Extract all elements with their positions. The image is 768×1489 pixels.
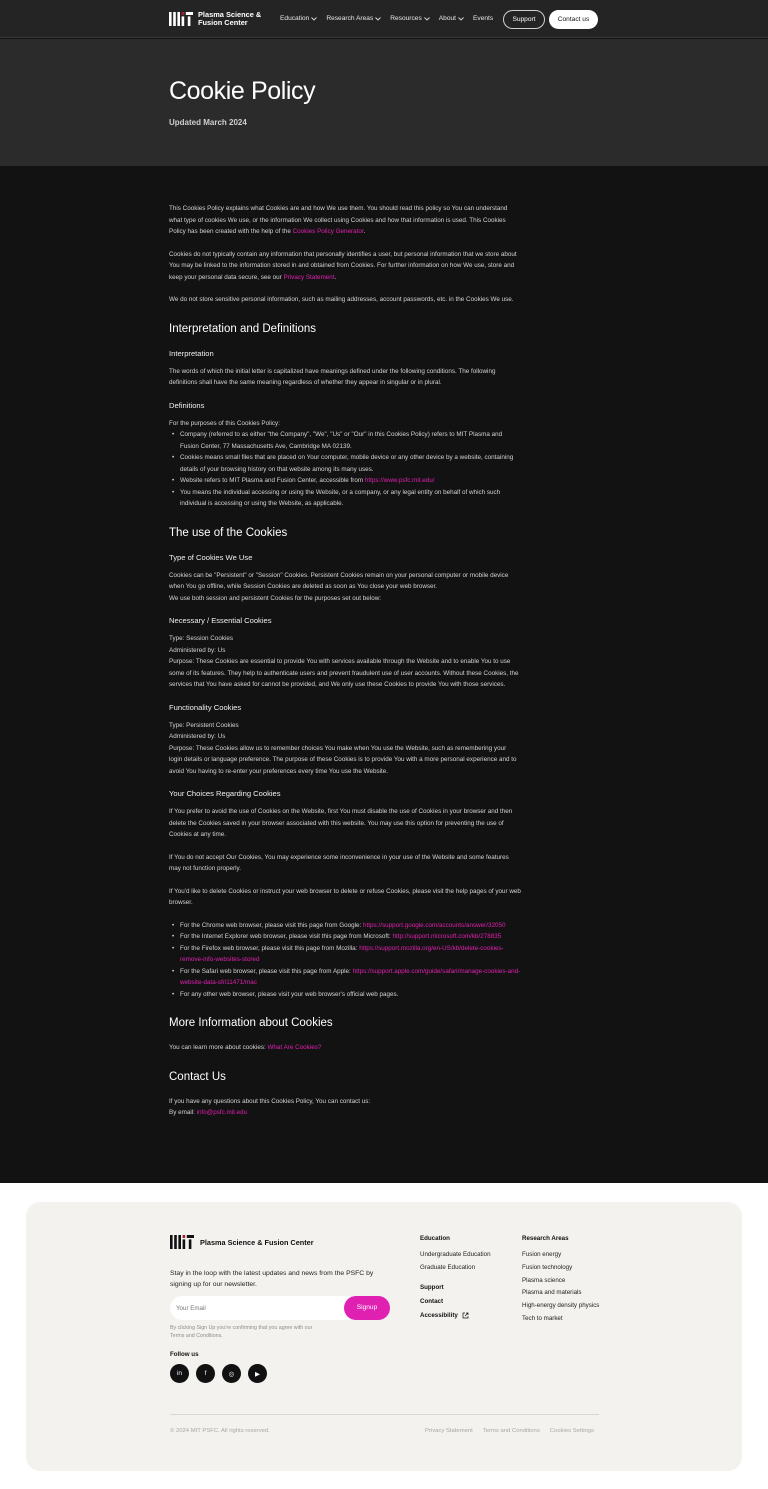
- footer-link-tech-to-market[interactable]: Tech to market: [522, 1314, 563, 1322]
- legal-links: [425, 1428, 594, 1434]
- chrome-help-link[interactable]: https://support.google.com/accounts/answer/32050: [363, 921, 506, 929]
- footer-logo-text: Plasma Science & Fusion Center: [200, 1237, 314, 1247]
- list-item: [169, 931, 521, 943]
- more-info-prefix: You can learn more about cookies:: [169, 1044, 268, 1051]
- nav-events[interactable]: [473, 15, 493, 22]
- accessibility-label: Accessibility: [420, 1312, 458, 1319]
- intro-paragraph-1: This Cookies Policy explains what Cookies are and how We use them. You should read this policy so You can understand what type of cookies We use, or the information We collect using Cookies and how that information is used. This Cookies Policy has been created with the help of the Cookies Policy Generator.: [169, 205, 508, 235]
- footer-col-research: [522, 1235, 599, 1326]
- footer-col-education: [420, 1235, 491, 1275]
- contact-us-button[interactable]: Contact us: [549, 10, 598, 29]
- types-text-1: Cookies can be "Persistent" or "Session" Cookies. Persistent Cookies remain on your personal computer or mobile device when You go offline, while Session Cookies are deleted as soon as You close your web browser.: [169, 571, 509, 590]
- policy-content: [169, 203, 521, 1130]
- social-links: [170, 1364, 274, 1383]
- mit-logo-icon: [170, 1235, 194, 1249]
- ie-help-link[interactable]: http://support.microsoft.com/kb/278835: [392, 933, 502, 940]
- functionality-admin: Administered by: Us: [169, 733, 226, 740]
- chrome-text: For the Chrome web browser, please visit this page from Google:: [180, 921, 364, 929]
- signup-terms-note: By clicking Sign Up you're confirming that you agree with our Terms and Conditions.: [170, 1325, 313, 1339]
- heading-contact: Contact Us: [169, 1070, 226, 1083]
- heading-functionality: Functionality Cookies: [169, 702, 242, 712]
- footer-research-heading[interactable]: Research Areas: [522, 1235, 569, 1242]
- nav-education[interactable]: [280, 15, 317, 22]
- choices-text-2: If You do not accept Our Cookies, You may experience some inconvenience in your use of the Website and some features may not function properly.: [169, 853, 509, 872]
- choices-text-1: If You prefer to avoid the use of Cookies on the Website, first You must disable the use of Cookies in your browser and then delete the Cookies saved in your browser associated with this website. You may use this option for preventing the use of Cookies at any time.: [169, 808, 513, 838]
- heading-interpretation-definitions: Interpretation and Definitions: [169, 322, 317, 335]
- main-nav: [280, 15, 502, 22]
- safari-help-link[interactable]: https://support.apple.com/guide/safari/manage-cookies-and-website-data-sfri11471/mac: [180, 967, 521, 986]
- footer-logo[interactable]: [170, 1235, 314, 1249]
- cookies-policy-generator-link[interactable]: Cookies Policy Generator: [292, 228, 364, 235]
- intro-paragraph-3: We do not store sensitive personal information, such as mailing addresses, account passwords, etc. in the Cookies We use.: [169, 296, 514, 303]
- nav-resources-label: Resources: [390, 15, 422, 22]
- def-website-text: Website refers to MIT Plasma and Fusion Center, accessible from: [180, 477, 365, 484]
- chevron-down-icon: [311, 17, 317, 21]
- newsletter-form: [170, 1296, 390, 1320]
- linkedin-icon[interactable]: in: [170, 1364, 189, 1383]
- necessary-admin: Administered by: Us: [169, 646, 226, 654]
- contact-email-line: [169, 1107, 521, 1119]
- heading-necessary: Necessary / Essential Cookies: [169, 616, 272, 625]
- nav-about-label: About: [438, 15, 457, 22]
- heading-use-of-cookies: The use of the Cookies: [169, 526, 288, 539]
- footer-link-undergraduate[interactable]: Undergraduate Education: [420, 1251, 491, 1258]
- definitions-intro: For the purposes of this Cookies Policy:: [169, 419, 280, 427]
- chevron-down-icon: [375, 17, 381, 21]
- footer-link-plasma-science[interactable]: Plasma science: [522, 1276, 566, 1284]
- ie-text: For the Internet Explorer web browser, please visit this page from Microsoft:: [180, 933, 393, 940]
- heading-choices: Your Choices Regarding Cookies: [169, 789, 281, 798]
- safari-text: For the Safari web browser, please visit this page from Apple:: [180, 967, 353, 975]
- nav-about[interactable]: [439, 15, 464, 22]
- footer-wrapper: [0, 1183, 768, 1489]
- footer-divider: [170, 1414, 599, 1415]
- updated-date: Updated March 2024: [169, 118, 247, 127]
- browser-list: [169, 920, 521, 1001]
- signup-button[interactable]: Signup: [344, 1296, 390, 1320]
- list-item: [169, 943, 521, 966]
- firefox-help-link[interactable]: https://support.mozilla.org/en-US/kb/delete-cookies-remove-info-websites-stored: [180, 944, 504, 963]
- footer-link-hed-physics[interactable]: High-energy density physics: [522, 1302, 600, 1310]
- chevron-down-icon: [458, 17, 464, 21]
- site-logo[interactable]: [169, 11, 278, 26]
- contact-email-link[interactable]: info@psfc.mit.edu: [196, 1109, 248, 1116]
- list-item: • For any other web browser, please visit your web browser's official web pages.: [169, 989, 521, 1001]
- firefox-text: For the Firefox web browser, please visit this page from Mozilla:: [180, 944, 360, 952]
- intro-2-text: Cookies do not typically contain any information that personally identifies a user, but personal information that we store about You may be linked to the information stored in and obtained from Cookies. For further information on how We use, store and keep your personal data secure, see our: [169, 250, 517, 281]
- functionality-purpose: Purpose: These Cookies allow us to remember choices You make when You use the Website, such as remembering your login details or language preference. The purpose of these Cookies is to provide You with a more personal experience and to avoid You having to re-enter your preferences every time You use the Website.: [169, 744, 517, 775]
- nav-resources[interactable]: [390, 15, 430, 22]
- facebook-icon[interactable]: f: [196, 1364, 215, 1383]
- footer-link-fusion-energy[interactable]: Fusion energy: [522, 1251, 562, 1258]
- instagram-icon[interactable]: ◎: [222, 1364, 241, 1383]
- newsletter-description: Stay in the loop with the latest updates and news from the PSFC by signing up for our newsletter.: [170, 1270, 374, 1288]
- heading-definitions: Definitions: [169, 400, 205, 410]
- site-header: [0, 0, 768, 38]
- heading-more-info: More Information about Cookies: [169, 1017, 333, 1029]
- footer-accessibility-link[interactable]: [420, 1312, 469, 1319]
- site-footer: [26, 1202, 742, 1471]
- definitions-list: [169, 429, 521, 510]
- terms-conditions-link[interactable]: Terms and Conditions: [482, 1428, 540, 1434]
- nav-education-label: Education: [280, 15, 310, 22]
- list-item: [169, 475, 521, 487]
- page-hero: [0, 39, 768, 166]
- external-link-icon: [462, 1312, 469, 1319]
- follow-us-label: Follow us: [170, 1351, 199, 1358]
- list-item: • You means the individual accessing or using the Website, or a company, or any legal entity on behalf of which such individual is accessing or using the Website, as applicable.: [169, 487, 521, 510]
- necessary-type: Type: Session Cookies: [169, 635, 234, 642]
- nav-research-areas-label: Research Areas: [326, 15, 374, 22]
- heading-types: Type of Cookies We Use: [169, 552, 253, 562]
- privacy-statement-footer-link[interactable]: Privacy Statement: [425, 1428, 473, 1434]
- necessary-purpose: Purpose: These Cookies are essential to provide You with services available through the Website and to enable You to use some of its features. They help to authenticate users and prevent fraudulent use of user accounts. Without these Cookies, the services that You have asked for cannot be provided, and We only use these Cookies to provide You with those services.: [169, 658, 519, 688]
- list-item: [169, 920, 521, 932]
- email-input[interactable]: [176, 1301, 336, 1315]
- page-title: Cookie Policy: [169, 77, 316, 105]
- privacy-statement-link[interactable]: Privacy Statement: [283, 273, 335, 281]
- contact-email-prefix: By email:: [169, 1109, 197, 1116]
- intro-paragraph-2: Cookies do not typically contain any information that personally identifies a user, but personal information that we store about You may be linked to the information stored in and obtained from Cookies. For further information on how We use, store and keep your personal data secure, see our Privacy Statement.: [169, 250, 517, 281]
- copyright: © 2024 MIT PSFC. All rights reserved.: [170, 1428, 270, 1434]
- list-item: • Cookies means small files that are placed on Your computer, mobile device or any other device by a website, containing details of your browsing history on that website among its many uses.: [169, 452, 521, 475]
- cookies-settings-link[interactable]: Cookies Settings: [549, 1428, 594, 1434]
- footer-support-link[interactable]: Support: [420, 1284, 444, 1291]
- intro-1-text: This Cookies Policy explains what Cookies are and how We use them. You should read this policy so You can understand what type of cookies We use, or the information We collect using Cookies and how that information is used. This Cookies Policy has been created with the help of the: [169, 205, 508, 235]
- heading-interpretation: Interpretation: [169, 348, 214, 358]
- what-are-cookies-link[interactable]: What Are Cookies?: [267, 1044, 322, 1051]
- footer-contact-link[interactable]: Contact: [420, 1298, 444, 1305]
- footer-link-graduate[interactable]: Graduate Education: [420, 1263, 476, 1271]
- types-text-2: We use both session and persistent Cookies for the purposes set out below:: [169, 594, 382, 602]
- nav-events-label: Events: [473, 15, 494, 22]
- more-info-text: [169, 1042, 521, 1054]
- contact-text: If you have any questions about this Cookies Policy, You can contact us:: [169, 1097, 371, 1105]
- psfc-website-link[interactable]: https://www.psfc.mit.edu/: [364, 477, 435, 484]
- support-button[interactable]: Support: [503, 10, 545, 29]
- footer-link-plasma-materials[interactable]: Plasma and materials: [522, 1289, 582, 1297]
- footer-education-heading[interactable]: Education: [420, 1235, 450, 1242]
- choices-text-3: If You'd like to delete Cookies or instruct your web browser to delete or refuse Cookies, please visit the help pages of your web browser.: [169, 887, 521, 906]
- logo-text: Plasma Science & Fusion Center: [198, 10, 262, 27]
- mit-logo-icon: [169, 12, 193, 26]
- list-item: • Company (referred to as either "the Company", "We", "Us" or "Our" in this Cookies Policy) refers to MIT Plasma and Fusion Center, 77 Massachusetts Ave, Cambridge MA 02139.: [169, 429, 521, 452]
- footer-col-links: [420, 1284, 469, 1326]
- nav-research-areas[interactable]: [326, 15, 381, 22]
- interpretation-text: The words of which the initial letter is capitalized have meanings defined under the following conditions. The following definitions shall have the same meaning regardless of whether they appear in singular or in plural.: [169, 367, 496, 386]
- chevron-down-icon: [424, 17, 430, 21]
- youtube-icon[interactable]: ▶: [248, 1364, 267, 1383]
- functionality-type: Type: Persistent Cookies: [169, 721, 239, 729]
- footer-link-fusion-technology[interactable]: Fusion technology: [522, 1263, 573, 1271]
- list-item: [169, 966, 521, 989]
